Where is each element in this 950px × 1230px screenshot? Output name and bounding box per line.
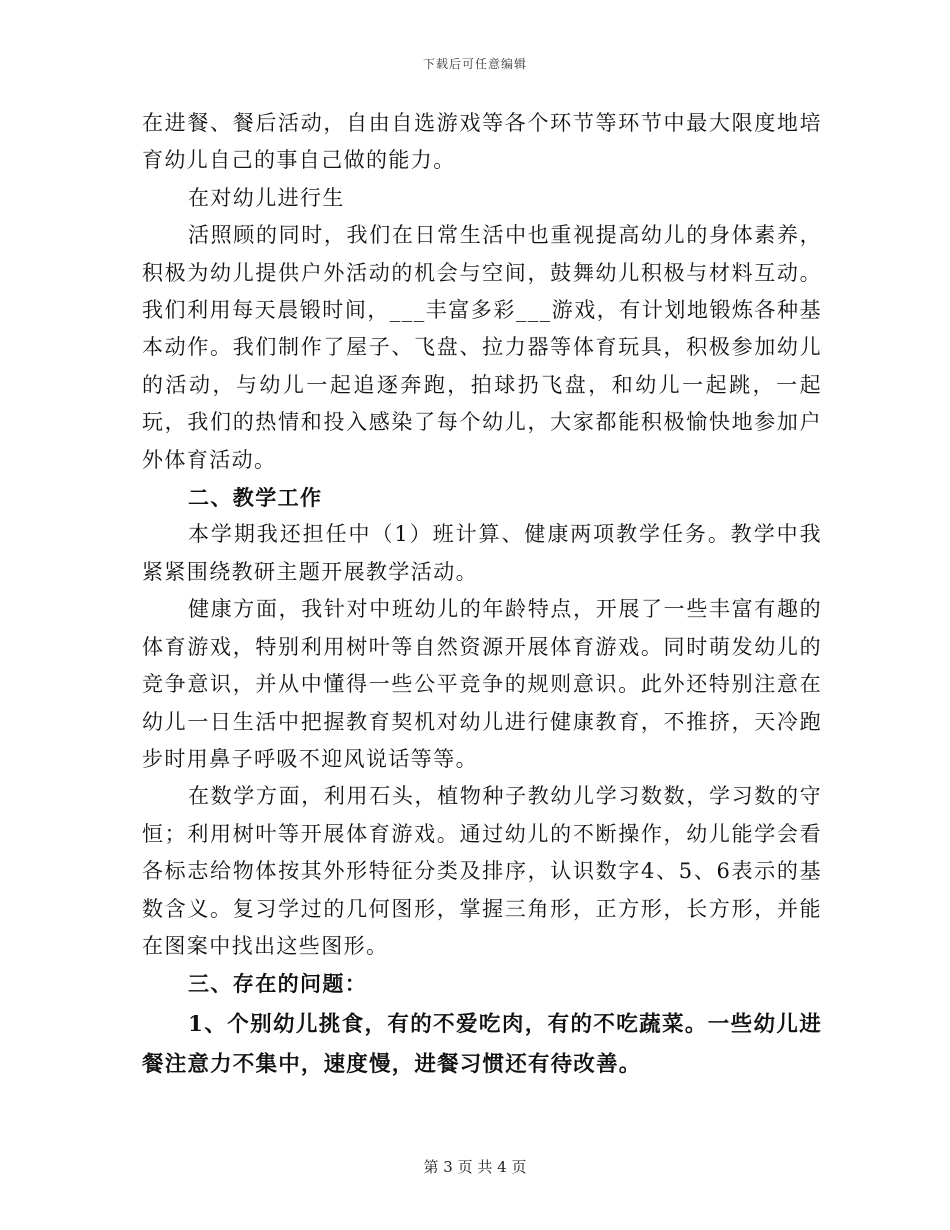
section-heading-teaching: 二、教学工作 [188, 485, 323, 511]
paragraph-meal-activities: 在进餐、餐后活动，自由自选游戏等各个环节等环节中最大限度地培育幼儿自己的事自己做的能力。 [142, 111, 822, 173]
paragraph-life-care-start: 在对幼儿进行生 [188, 185, 345, 210]
paragraph-math: 在数学方面，利用石头，植物种子教幼儿学习数数，学习数的守恒；利用树叶等开展体育游戏。通过幼儿的不断操作，幼儿能学会看各标志给物体按其外形特征分类及排序，认识数字4、5、6表示的基数含义。复习学过的几何图形，掌握三角形，正方形，长方形，并能在图案中找出这些图形。 [142, 784, 822, 958]
page-header: 下载后可任意编辑 [422, 57, 527, 71]
paragraph-outdoor-activities: 活照顾的同时，我们在日常生活中也重视提高幼儿的身体素养，积极为幼儿提供户外活动的机会与空间，鼓舞幼儿积极与材料互动。我们利用每天晨锻时间，___丰富多彩___游戏，有计划地锻炼各种基本动作。我们制作了屋子、飞盘、拉力器等体育玩具，积极参加幼儿的活动，与幼儿一起追逐奔跑，拍球扔飞盘，和幼儿一起跳，一起玩，我们的热情和投入感染了每个幼儿，大家都能积极愉快地参加户外体育活动。 [142, 223, 822, 472]
document-body [142, 105, 822, 1085]
paragraph-problem-picky-eating: 1、个别幼儿挑食，有的不爱吃肉，有的不吃蔬菜。一些幼儿进餐注意力不集中，速度慢，进餐习惯还有待改善。 [142, 1011, 822, 1077]
paragraph-health: 健康方面，我针对中班幼儿的年龄特点，开展了一些丰富有趣的体育游戏，特别利用树叶等自然资源开展体育游戏。同时萌发幼儿的竞争意识，并从中懂得一些公平竞争的规则意识。此外还特别注意在幼儿一日生活中把握教育契机对幼儿进行健康教育，不推挤，天冷跑步时用鼻子呼吸不迎风说话等等。 [142, 597, 822, 771]
page-number-footer: 第 3 页 共 4 页 [423, 1158, 527, 1176]
section-heading-problems: 三、存在的问题： [188, 971, 368, 997]
paragraph-teaching-tasks: 本学期我还担任中（1）班计算、健康两项教学任务。教学中我紧紧围绕教研主题开展教学活动。 [142, 522, 822, 584]
